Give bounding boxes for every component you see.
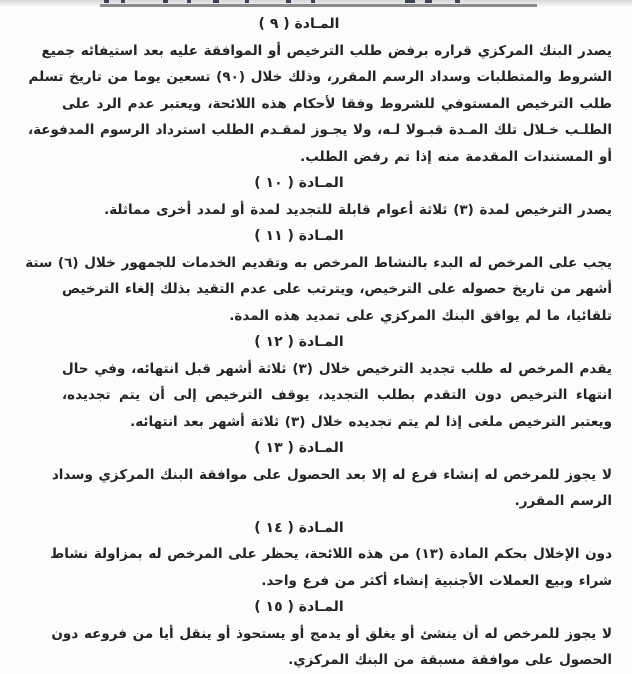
article-body <box>0 541 632 594</box>
article-body <box>0 38 632 171</box>
article-body <box>0 462 632 515</box>
article-line: أو المستندات المقدمة منه إذا تم رفض الطلب. <box>300 148 612 165</box>
article-line: انتهاء الترخيص دون التقدم بطلب التجديد، يوقف الترخيص إلى أن يتم تجديده، <box>62 387 612 403</box>
article-section <box>0 170 632 223</box>
article-heading: المـادة ( ١٠ ) <box>254 175 344 191</box>
article-body <box>0 356 632 436</box>
article-heading: المـادة ( ١٤ ) <box>254 519 344 536</box>
article-line: لا يجوز للمرخص له أن ينشئ أو يغلق أو يدمج أو يستحوذ أو ينقل أيا من فروعه دون <box>51 625 612 642</box>
article-section <box>0 594 632 674</box>
article-line: الرسم المقرر. <box>514 493 612 509</box>
article-line: الطلـب خـلال تلك المـدة قبـولا لـه، ولا يجـوز لمقـدم الطلب استرداد الرسوم المدفوعة، <box>27 122 612 138</box>
article-section <box>0 11 632 170</box>
article-body <box>0 621 632 674</box>
article-body <box>0 250 632 330</box>
article-line: طلب الترخيص المستوفي للشروط وفقا لأحكام هذه اللائحة، ويعتبر عدم الرد على <box>62 95 612 112</box>
article-heading: المـادة ( ١٢ ) <box>254 334 344 350</box>
article-line: لا يجوز للمرخص له إنشاء فرع له إلا بعد الحصول على موافقة البنك المركزي وسداد <box>51 466 612 483</box>
article-section <box>0 435 632 515</box>
article-line: دون الإخلال بحكم المادة (١٣) من هذه اللائحة، يحظر على المرخص له بمزاولة نشاط <box>50 546 612 562</box>
article-section <box>0 223 632 329</box>
article-line: الحصول على موافقة مسبقة من البنك المركزي. <box>288 652 612 668</box>
article-section <box>0 515 632 595</box>
article-heading: المـادة ( ١٥ ) <box>254 599 344 615</box>
article-line: يصدر البنك المركزي قراره برفض طلب الترخيص أو الموافقة عليه بعد استيفائه جميع <box>41 42 612 59</box>
article-heading: المـادة ( ٩ ) <box>258 16 340 32</box>
article-line: تلقائيا، ما لم يوافق البنك المركزي على تمديد هذه المدة. <box>229 307 612 324</box>
article-line: الشروط والمتطلبات وسداد الرسم المقرر، وذلك خلال (٩٠) تسعين يوما من تاريخ تسلم <box>28 69 612 85</box>
article-line: أشهر من تاريخ حصوله على الترخيص، ويترتب على عدم التقيد بذلك إلغاء الترخيص <box>62 281 612 297</box>
article-line: يصدر الترخيص لمدة (٣) ثلاثة أعوام قابلة للتجديد لمدة أو لمدد أخرى مماثلة. <box>104 201 612 218</box>
article-line: شراء وبيع العملات الأجنبية إنشاء أكثر من فرع واحد. <box>261 572 612 589</box>
article-section <box>0 329 632 435</box>
article-line: يجب على المرخص له البدء بالنشاط المرخص به وتقديم الخدمات للجمهور خلال (٦) ستة <box>25 254 612 271</box>
article-body <box>0 197 632 224</box>
article-line: يقدم المرخص له طلب تجديد الترخيص خلال (٣) ثلاثة أشهر قبل انتهائه، وفي حال <box>62 360 612 377</box>
article-heading: المـادة ( ١٣ ) <box>254 440 344 456</box>
article-line: ويعتبر الترخيص ملغى إذا لم يتم تجديده خلال (٣) ثلاثة أشهر بعد انتهائه. <box>130 413 612 430</box>
article-heading: المـادة ( ١١ ) <box>254 228 344 244</box>
